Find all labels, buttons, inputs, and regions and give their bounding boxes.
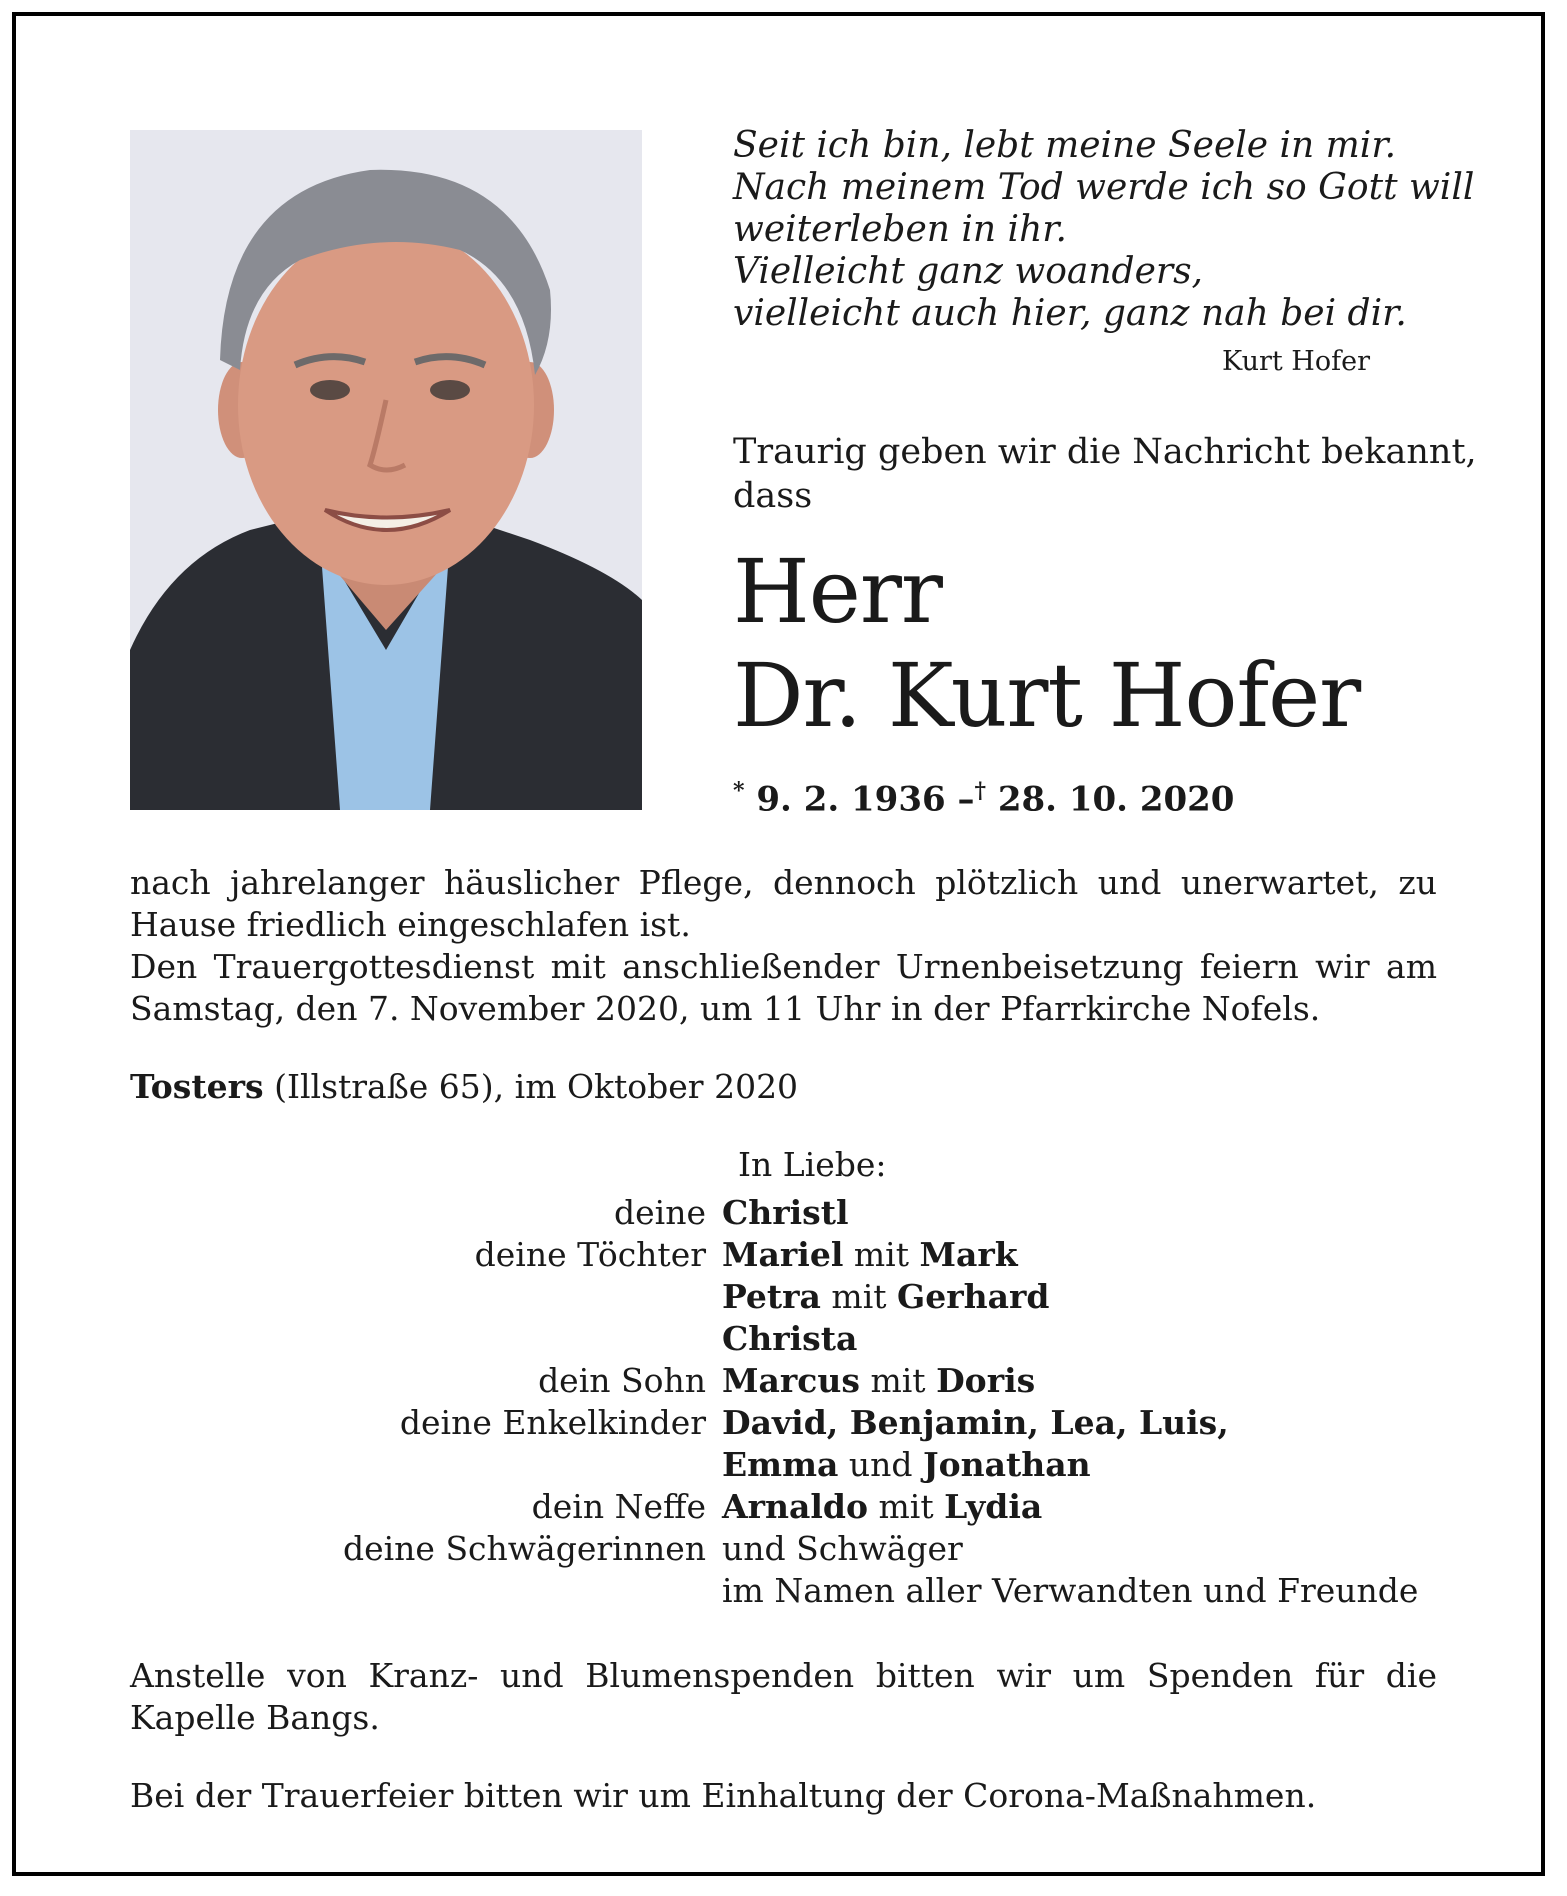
place-date: [130, 1067, 798, 1106]
family-relation: deine: [614, 1193, 706, 1232]
family-members: [722, 1276, 1440, 1318]
body-line: Samstag, den 7. November 2020, um 11 Uhr in der Pfarrkirche Nofels.: [130, 989, 1321, 1028]
announcement-intro: [733, 430, 1477, 518]
family-member-name: Christl: [722, 1193, 849, 1232]
family-connector: mit: [868, 1487, 945, 1526]
poem-author: Kurt Hofer: [1222, 346, 1370, 377]
place-rest: (Illstraße 65), im Oktober 2020: [263, 1067, 799, 1106]
family-relation: [300, 1570, 722, 1612]
life-dates: [733, 778, 1234, 819]
family-row: [300, 1276, 1440, 1318]
family-members: [722, 1444, 1440, 1486]
family-relation: deine Töchter: [474, 1235, 706, 1274]
body-line: Den Trauergottesdienst mit anschließender Urnenbeisetzung feiern wir am: [130, 947, 1437, 986]
donation-line: Anstelle von Kranz- und Blumenspenden bitten wir um Spenden für die: [130, 1656, 1437, 1695]
family-members: [722, 1486, 1440, 1528]
family-intro: In Liebe:: [738, 1145, 887, 1184]
family-relation: [300, 1276, 722, 1318]
family-connector: und: [838, 1445, 923, 1484]
family-row: [300, 1192, 1440, 1234]
date-separator: –: [957, 779, 975, 820]
family-member-name: Doris: [936, 1361, 1036, 1400]
family-connector: mit: [820, 1277, 898, 1316]
family-members: [722, 1360, 1440, 1402]
family-row: [300, 1318, 1440, 1360]
family-relation: deine Enkelkinder: [399, 1403, 706, 1442]
family-members: [722, 1570, 1440, 1612]
family-relation: dein Sohn: [538, 1361, 706, 1400]
family-members: [722, 1192, 1440, 1234]
intro-line: dass: [733, 476, 813, 516]
family-members: [722, 1402, 1440, 1444]
family-connector: mit: [843, 1235, 920, 1274]
family-relation: [300, 1318, 722, 1360]
poem-line: Nach meinem Tod werde ich so Gott will: [733, 167, 1475, 208]
death-date: 28. 10. 2020: [997, 779, 1235, 820]
family-member-name: Gerhard: [897, 1277, 1050, 1316]
family-member-name: Petra: [722, 1277, 821, 1316]
family-row: [300, 1234, 1440, 1276]
family-row: [300, 1360, 1440, 1402]
announcement-body: [130, 862, 1437, 1030]
family-members: [722, 1318, 1440, 1360]
family-member-name: Jonathan: [923, 1445, 1091, 1484]
family-row: [300, 1486, 1440, 1528]
family-list: [300, 1192, 1440, 1612]
donation-request: [130, 1655, 1437, 1739]
family-member-name: David, Benjamin, Lea, Luis,: [722, 1403, 1229, 1442]
family-row: [300, 1528, 1440, 1570]
poem-line: vielleicht auch hier, ganz nah bei dir.: [733, 293, 1407, 334]
donation-line: Kapelle Bangs.: [130, 1698, 380, 1737]
body-line: Hause friedlich eingeschlafen ist.: [130, 905, 691, 944]
family-relation: [300, 1444, 722, 1486]
family-member-name: Emma: [722, 1445, 839, 1484]
family-members: [722, 1528, 1440, 1570]
family-relation: dein Neffe: [531, 1487, 706, 1526]
place-town: Tosters: [130, 1067, 264, 1106]
death-symbol: †: [974, 778, 987, 804]
poem-line: Vielleicht ganz woanders,: [733, 251, 1204, 292]
name-full: Dr. Kurt Hofer: [733, 644, 1361, 747]
family-row: [300, 1444, 1440, 1486]
family-connector: im Namen aller Verwandten und Freunde: [722, 1571, 1419, 1610]
birth-date: 9. 2. 1936: [756, 779, 946, 820]
family-member-name: Arnaldo: [722, 1487, 868, 1526]
family-connector: und Schwäger: [722, 1529, 963, 1568]
family-member-name: Mariel: [722, 1235, 844, 1274]
family-connector: mit: [859, 1361, 937, 1400]
name-title: Herr: [733, 540, 942, 643]
poem-line: weiterleben in ihr.: [733, 209, 1067, 250]
body-line: nach jahrelanger häuslicher Pflege, dennoch plötzlich und unerwartet, zu: [130, 863, 1437, 902]
deceased-name: [733, 540, 1360, 748]
portrait-photo: [130, 130, 642, 810]
family-members: [722, 1234, 1440, 1276]
family-member-name: Mark: [919, 1235, 1018, 1274]
family-member-name: Christa: [722, 1319, 858, 1358]
family-row: [300, 1570, 1440, 1612]
family-row: [300, 1402, 1440, 1444]
poem-line: Seit ich bin, lebt meine Seele in mir.: [733, 125, 1397, 166]
intro-line: Traurig geben wir die Nachricht bekannt,: [733, 432, 1477, 472]
birth-symbol: *: [733, 778, 745, 804]
poem: [733, 125, 1475, 335]
family-relation: deine Schwägerinnen: [342, 1529, 706, 1568]
family-member-name: Marcus: [722, 1361, 860, 1400]
corona-notice: Bei der Trauerfeier bitten wir um Einhaltung der Corona-Maßnahmen.: [130, 1776, 1317, 1815]
family-member-name: Lydia: [944, 1487, 1043, 1526]
